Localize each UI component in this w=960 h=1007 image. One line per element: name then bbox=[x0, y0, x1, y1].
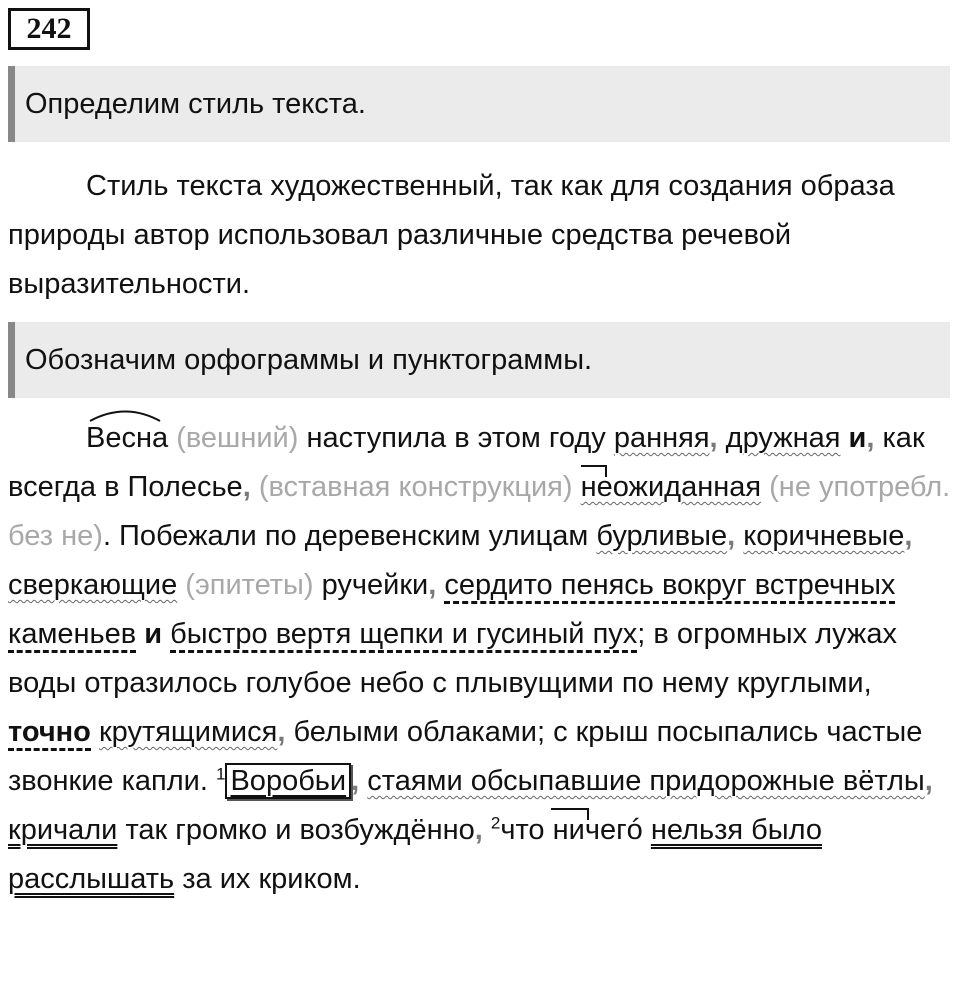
comma-mark: , bbox=[474, 814, 483, 846]
comma-mark: , bbox=[428, 569, 437, 601]
word-with-prefix-mark: неожиданная bbox=[581, 463, 761, 512]
participial-phrase: сердито пенясь вокруг встречных каменьев bbox=[8, 569, 895, 653]
clause-number: 2 bbox=[490, 813, 501, 833]
comma-mark: , bbox=[351, 765, 360, 797]
word: бурливые bbox=[596, 520, 728, 552]
note: (не употребл. без не) bbox=[8, 471, 951, 552]
section-heading-style bbox=[8, 66, 950, 142]
participial-phrase: стаями обсыпавшие придорожные вётлы bbox=[367, 765, 925, 797]
task-number: 242 bbox=[8, 8, 90, 50]
comma-mark: , bbox=[277, 716, 286, 748]
comma-mark: , bbox=[904, 520, 913, 552]
analysis-paragraph bbox=[8, 414, 954, 904]
text-run: ручейки bbox=[321, 569, 429, 601]
word: сверкающие bbox=[8, 569, 178, 601]
text-run: ; в огромных лужах воды отразилось голубое небо с плывущими по нему круглыми, bbox=[8, 618, 897, 699]
clause-number: 1 bbox=[216, 764, 226, 784]
text-run: что bbox=[500, 814, 545, 846]
comma-mark: , bbox=[924, 765, 933, 797]
text-run: как всегда в Полесье bbox=[8, 422, 925, 503]
word-bold: точно bbox=[8, 716, 91, 751]
word: ранняя bbox=[613, 422, 710, 454]
note: (эпитеты) bbox=[185, 569, 314, 601]
conjunction: и bbox=[848, 422, 867, 454]
word: крутящимися bbox=[98, 716, 278, 748]
style-paragraph bbox=[8, 162, 954, 309]
note: (вешний) bbox=[176, 422, 299, 454]
text-run: . Побежали по деревенским улицам bbox=[102, 520, 589, 552]
section-heading-orthograms bbox=[8, 322, 950, 398]
style-text: Стиль текста художественный, так как для создания образа природы автор использовал различные средства речевой выразительности. bbox=[8, 170, 895, 300]
text-run: за их криком. bbox=[182, 863, 361, 895]
word-with-prefix-mark: ничегó bbox=[553, 806, 643, 855]
word: дружная bbox=[725, 422, 841, 454]
conjunction: и bbox=[144, 618, 163, 650]
predicate: кричали bbox=[8, 814, 118, 846]
subject-word: Воробьи bbox=[225, 763, 351, 799]
section-heading-text: Обозначим орфограммы и пунктограммы. bbox=[25, 343, 593, 376]
word-vesna: Весна bbox=[86, 414, 168, 463]
word: коричневые bbox=[743, 520, 905, 552]
comma-mark: , bbox=[866, 422, 875, 454]
root-arc-icon bbox=[86, 406, 164, 422]
section-heading-text: Определим стиль текста. bbox=[25, 87, 366, 120]
comma-mark: , bbox=[709, 422, 718, 454]
predicate: нельзя было расслышать bbox=[8, 814, 822, 895]
text-run: наступила в этом году bbox=[306, 422, 606, 454]
participial-phrase: быстро вертя щепки и гусиный пух bbox=[170, 618, 637, 653]
comma-mark: , bbox=[727, 520, 736, 552]
text-run: белыми облаками; с крыш посыпались частые звонкие капли. bbox=[8, 716, 923, 797]
text-run: так громко и возбуждённо bbox=[125, 814, 475, 846]
comma-mark: , bbox=[242, 471, 251, 503]
note: (вставная конструкция) bbox=[258, 471, 573, 503]
